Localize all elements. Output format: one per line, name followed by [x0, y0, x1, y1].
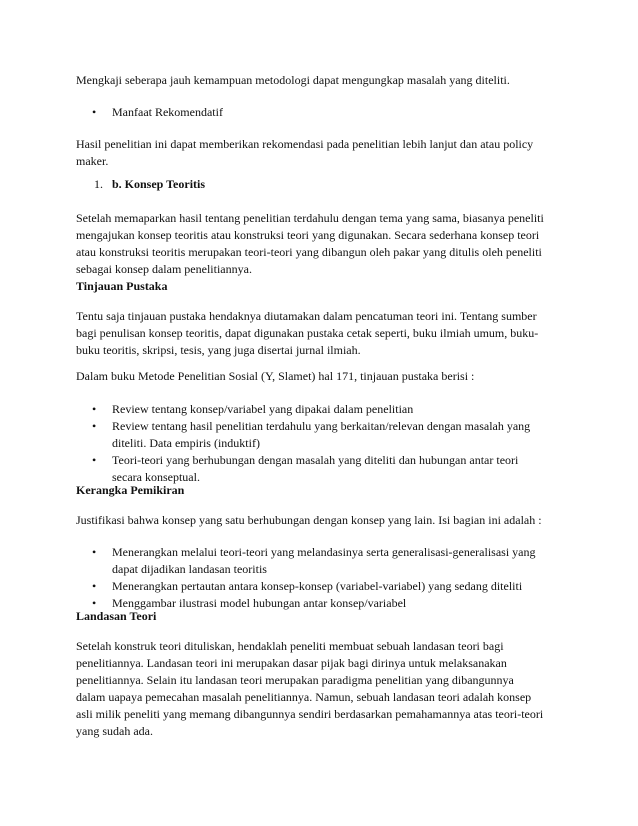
paragraph-tinjauan [76, 308, 574, 359]
list-item-text: Menerangkan pertautan antara konsep-konsep (variabel-variabel) yang sedang diteliti [112, 579, 523, 593]
list-item [76, 418, 576, 452]
bullet-list-kerangka [76, 544, 576, 612]
heading-kerangka-pemikiran: Kerangka Pemikiran [76, 483, 185, 497]
text-line: mengajukan konsep teoritis atau konstruksi teori yang digunakan. Secara sederhana konsep teori [76, 228, 540, 242]
text-line: Dalam buku Metode Penelitian Sosial (Y, Slamet) hal 171, tinjauan pustaka berisi : [76, 369, 475, 383]
text-line: Tentu saja tinjauan pustaka hendaknya diutamakan dalam pencatuman teori ini. Tentang sumber [76, 309, 537, 323]
text-line: atau konstruksi teoritis merupakan teori-teori yang dibangun oleh pakar yang ditulis oleh peneliti [76, 245, 542, 259]
bullet-list-tinjauan [76, 401, 576, 486]
text-line: Setelah konstruk teori dituliskan, hendaklah peneliti membuat sebuah landasan teori bagi [76, 639, 504, 653]
paragraph-justifikasi [76, 512, 574, 529]
list-item-text: dapat dijadikan landasan teoritis [112, 562, 267, 576]
list-item-text: Review tentang konsep/variabel yang dipakai dalam penelitian [112, 402, 414, 416]
numbered-heading-konsep-teoritis [94, 176, 205, 193]
text-line: penelitiannya. Selain itu landasan teori merupakan paradigma penelitian yang dibangunnya [76, 673, 514, 687]
list-item-text: Teori-teori yang berhubungan dengan masalah yang diteliti dan hubungan antar teori [112, 453, 519, 467]
bullet-list-manfaat [76, 104, 576, 121]
list-item-text: secara konseptual. [112, 470, 200, 484]
bullet-icon: • [92, 579, 97, 593]
bullet-icon: • [92, 105, 97, 119]
text-line: bagi penulisan konsep teoritis, dapat digunakan pustaka cetak seperti, buku ilmiah umum, buku- [76, 326, 539, 340]
list-item [76, 104, 576, 121]
paragraph-rekomendasi [76, 136, 574, 170]
text-line: maker. [76, 154, 109, 168]
list-number: 1. [94, 177, 103, 191]
text-line: Mengkaji seberapa jauh kemampuan metodologi dapat mengungkap masalah yang diteliti. [76, 73, 510, 87]
heading-tinjauan-pustaka: Tinjauan Pustaka [76, 279, 168, 293]
bullet-icon: • [92, 596, 97, 610]
list-item-text: Manfaat Rekomendatif [112, 105, 223, 119]
text-line: yang sudah ada. [76, 724, 153, 738]
paragraph-metodologi [76, 72, 574, 89]
paragraph-landasan-teori [76, 638, 574, 740]
list-item [76, 578, 576, 595]
list-item-text: Menggambar ilustrasi model hubungan antar konsep/variabel [112, 596, 407, 610]
heading-text: b. Konsep Teoritis [112, 177, 206, 191]
text-line: Justifikasi bahwa konsep yang satu berhubungan dengan konsep yang lain. Isi bagian ini adalah : [76, 513, 542, 527]
text-line: penelitiannya. Landasan teori ini merupakan dasar pijak bagi dirinya untuk melaksanakan [76, 656, 507, 670]
text-line: dalam uapaya pemecahan masalah penelitiannya. Namun, sebuah landasan teori adalah konsep [76, 690, 532, 704]
bullet-icon: • [92, 419, 97, 433]
list-item [76, 401, 576, 418]
bullet-icon: • [92, 453, 97, 467]
bullet-icon: • [92, 545, 97, 559]
text-line: buku teoritis, skripsi, tesis, yang juga disertai jurnal ilmiah. [76, 343, 361, 357]
list-item-text: Menerangkan melalui teori-teori yang melandasinya serta generalisasi-generalisasi yang [112, 545, 536, 559]
text-line: Setelah memaparkan hasil tentang penelitian terdahulu dengan tema yang sama, biasanya peneliti [76, 211, 544, 225]
text-line: Hasil penelitian ini dapat memberikan rekomendasi pada penelitian lebih lanjut dan atau policy [76, 137, 534, 151]
list-item [76, 544, 576, 578]
list-item [76, 452, 576, 486]
paragraph-konsep-teoritis [76, 210, 574, 278]
list-item-text: diteliti. Data empiris (induktif) [112, 436, 260, 450]
bullet-icon: • [92, 402, 97, 416]
heading-landasan-teori: Landasan Teori [76, 609, 157, 623]
list-item-text: Review tentang hasil penelitian terdahulu yang berkaitan/relevan dengan masalah yang [112, 419, 531, 433]
text-line: sebagai konsep dalam penelitiannya. [76, 262, 252, 276]
paragraph-buku-metode [76, 368, 574, 385]
text-line: asli milik peneliti yang memang dibangunnya sendiri berdasarkan pemahamannya atas teori-teori [76, 707, 544, 721]
